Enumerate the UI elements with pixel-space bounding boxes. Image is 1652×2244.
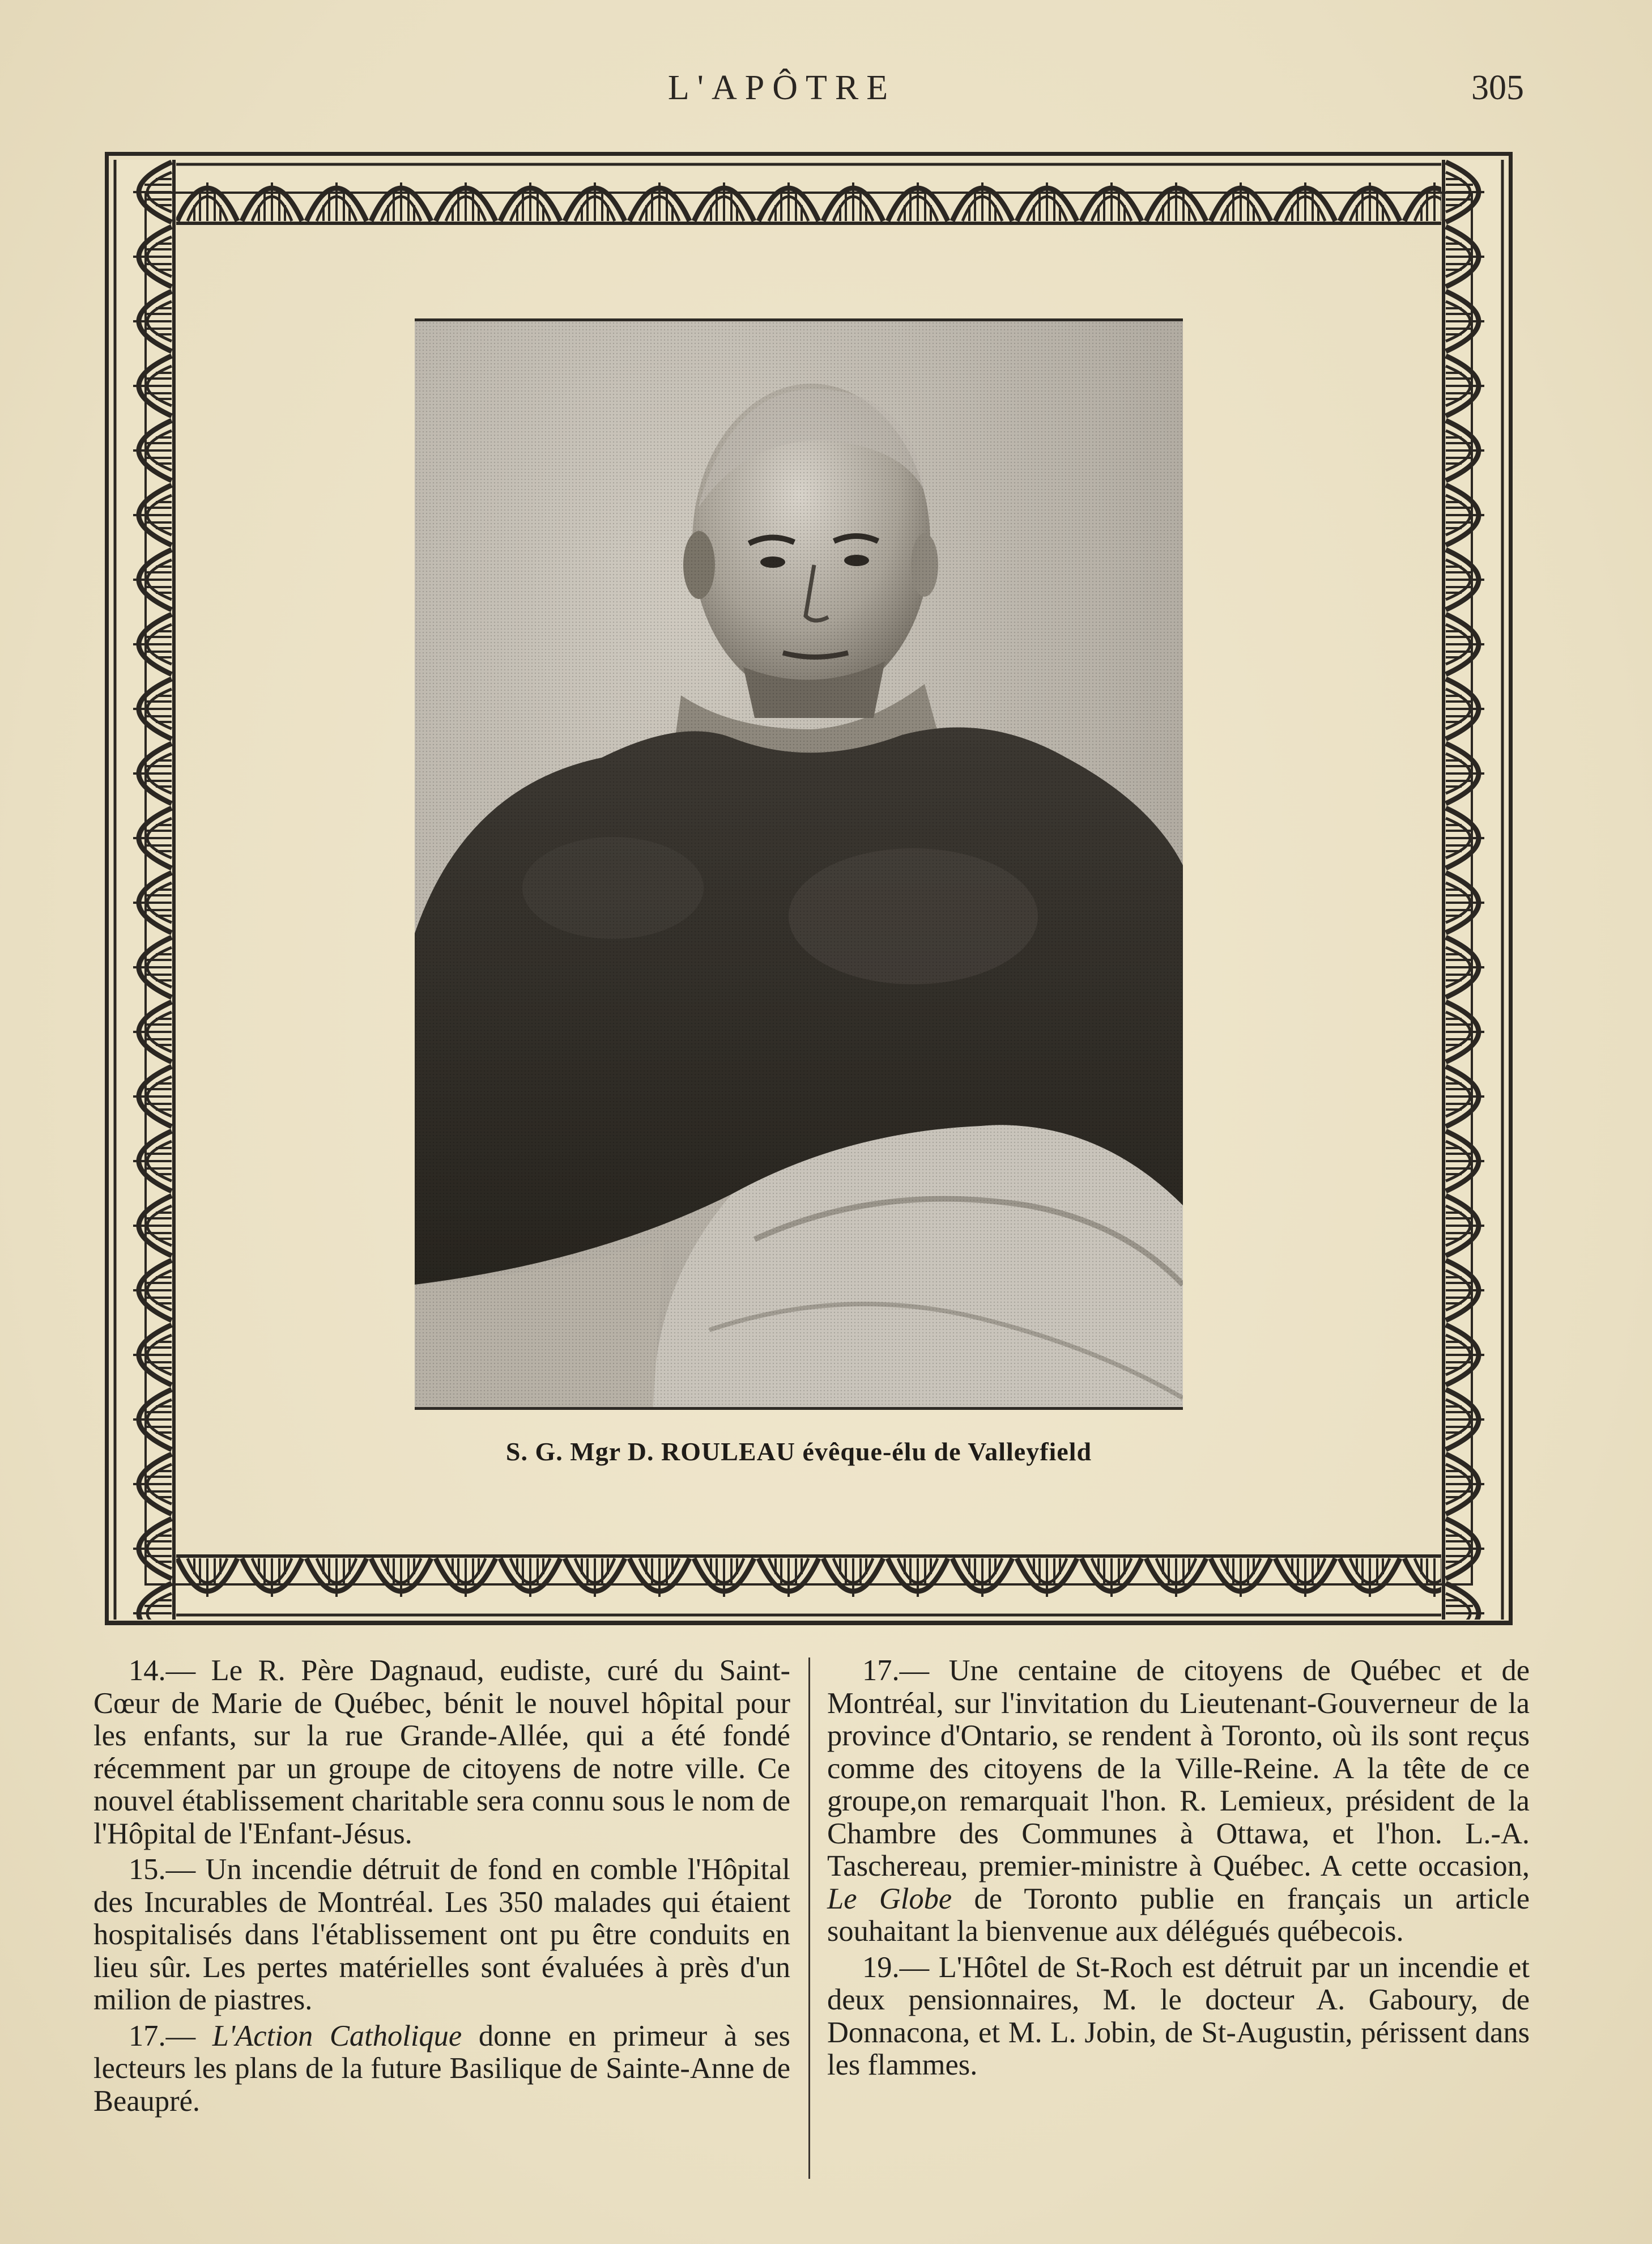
text-column-right [827, 1655, 1530, 2085]
page-number: 305 [1471, 69, 1524, 107]
paragraph-lead: 17.— Une centaine de citoyens de Québec et de Montréal, sur l'invitation du Lieutenant-Gouverneur de la province d'Ontario, se rendent à Toronto, où ils sont reçus comme des citoyens de la Ville-Reine. A la tête de ce groupe,on remarquait l'hon. R. Lemieux, président de la Chambre des Communes à Ottawa, et l'hon. L.-A. Taschereau, premier-ministre à Québec. A cette occasion, [827, 1654, 1530, 1882]
paragraph-15: 15.— Un incendie détruit de fond en comble l'Hôpital des Incurables de Montréal. Les 350 malades qui étaient hospitalisés dans l'établissement ont pu être conduits en lieu sûr. Les pertes matérielles sont évaluées à près d'un milion de piastres. [93, 1853, 790, 2016]
portrait-photo [415, 318, 1183, 1410]
paragraph-rest: de Toronto publie en français un article souhaitant la bienvenue aux délégués québecois. [827, 1882, 1530, 1948]
paragraph-rest: donne en primeur à ses lecteurs les plans de la future Basilique de Sainte-Anne de Beaupré. [93, 2019, 790, 2118]
paragraph-14: 14.— Le R. Père Dagnaud, eudiste, curé du Saint-Cœur de Marie de Québec, bénit le nouvel hôpital pour les enfants, sur la rue Grande-Allée, qui a été fondé récemment par un groupe de citoyens de notre ville. Ce nouvel établissement charitable sera connu sous le nom de l'Hôpital de l'Enfant-Jésus. [93, 1654, 790, 1850]
photo-caption: S. G. Mgr D. ROULEAU évêque-élu de Valleyfield [505, 1437, 1092, 1466]
publication-title: L'Action Catholique [212, 2019, 462, 2052]
running-title: L'APÔTRE [667, 69, 896, 107]
column-divider [808, 1658, 810, 2179]
paragraph-17-action-catholique [93, 2020, 790, 2118]
paragraph-17-toronto [827, 1655, 1530, 1948]
publication-title: Le Globe [827, 1882, 952, 1915]
text-column-left [93, 1655, 790, 2121]
frame-bottom-rule [105, 1621, 1513, 1623]
paragraph-lead: 17.— [129, 2019, 212, 2052]
paragraph-19: 19.— L'Hôtel de St-Roch est détruit par un incendie et deux pensionnaires, M. le docteur A. Gaboury, de Donnacona, et M. L. Jobin, de St-Augustin, périssent dans les flammes. [827, 1950, 1530, 2081]
